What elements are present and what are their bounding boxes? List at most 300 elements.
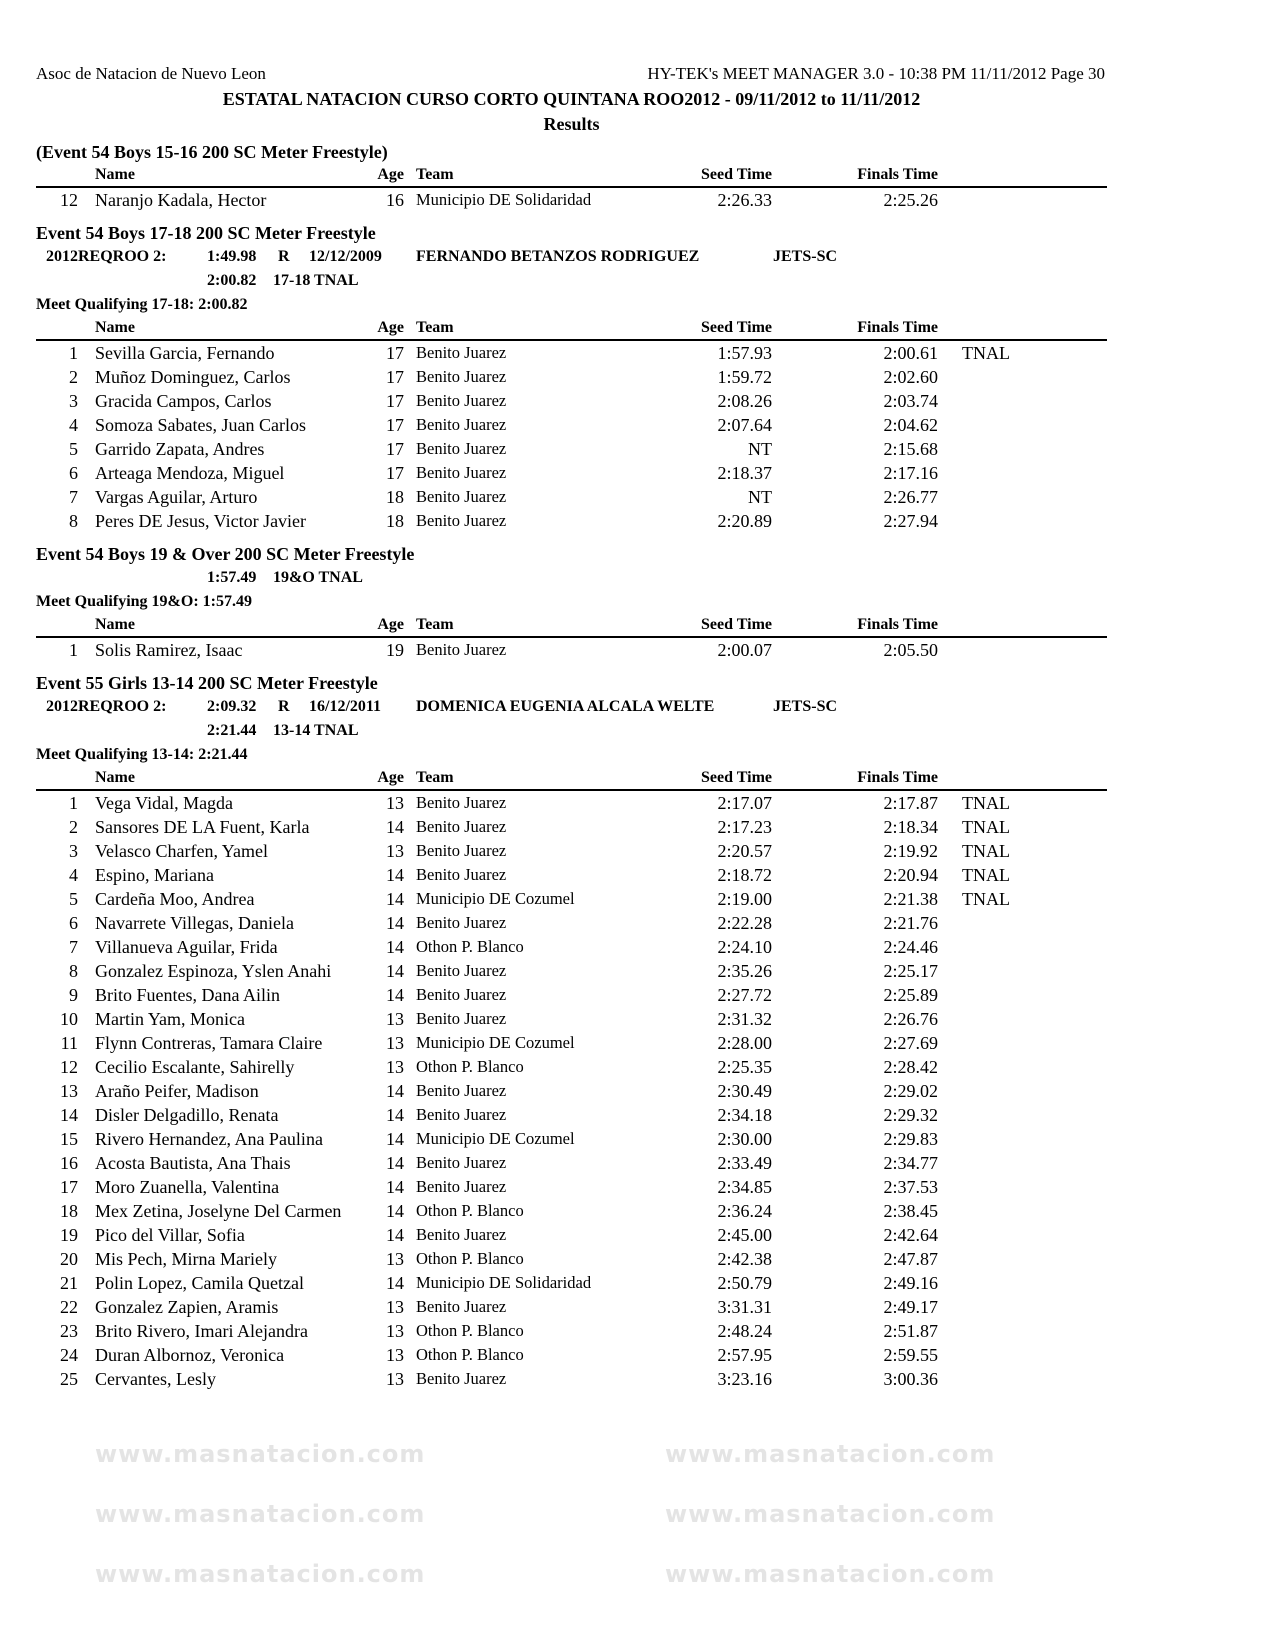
qualifying-standard: TNAL [962,889,1010,909]
team: Municipio DE Cozumel [416,1129,575,1148]
age: 13 [386,1033,404,1053]
seed-time: 2:24.10 [717,937,772,957]
team: Benito Juarez [416,913,507,932]
place: 1 [69,793,78,813]
seed-time: 2:07.64 [717,415,772,435]
event-section [36,671,1107,1391]
table-row [36,365,1107,389]
team: Benito Juarez [416,961,507,980]
table-row [36,791,1107,815]
table-row [36,1367,1107,1391]
place: 4 [69,865,78,885]
place: 5 [69,889,78,909]
meet-qualifying: Meet Qualifying 13-14: 2:21.44 [36,746,248,763]
finals-time: 2:21.76 [883,913,938,933]
record-date: 16/12/2011 [309,698,382,715]
column-header-finals: Finals Time [857,166,938,183]
seed-time: 1:57.93 [717,343,772,363]
column-header-age: Age [377,319,404,336]
table-row [36,1247,1107,1271]
table-row [36,485,1107,509]
seed-time: 2:17.23 [717,817,772,837]
column-headers [36,317,1107,341]
column-header-name: Name [95,616,135,633]
watermark: www.masnatacion.com [95,1440,426,1468]
place: 9 [69,985,78,1005]
finals-time: 2:00.61 [883,343,938,363]
swimmer-name: Moro Zuanella, Valentina [95,1177,280,1197]
seed-time: 1:59.72 [717,367,772,387]
team: Benito Juarez [416,1369,507,1388]
table-row [36,1103,1107,1127]
place: 8 [69,511,78,531]
place: 4 [69,415,78,435]
column-header-team: Team [416,769,454,786]
table-row [36,1007,1107,1031]
swimmer-name: Peres DE Jesus, Victor Javier [95,511,307,531]
place: 6 [69,463,78,483]
place: 12 [60,190,78,210]
finals-time: 2:29.83 [883,1129,938,1149]
swimmer-name: Araño Peifer, Madison [95,1081,259,1101]
column-header-seed: Seed Time [701,616,772,633]
swimmer-name: Gonzalez Zapien, Aramis [95,1297,279,1317]
table-row [36,815,1107,839]
team: Benito Juarez [416,439,507,458]
age: 16 [386,190,404,210]
team: Benito Juarez [416,1081,507,1100]
column-header-finals: Finals Time [857,616,938,633]
place: 7 [69,937,78,957]
seed-time: 2:57.95 [717,1345,772,1365]
qualifying-standard: TNAL [962,343,1010,363]
table-row [36,413,1107,437]
age: 13 [386,1009,404,1029]
column-headers [36,767,1107,791]
swimmer-name: Polin Lopez, Camila Quetzal [95,1273,304,1293]
finals-time: 3:00.36 [883,1369,938,1389]
swimmer-name: Mex Zetina, Joselyne Del Carmen [95,1201,342,1221]
swimmer-name: Gracida Campos, Carlos [95,391,272,411]
seed-time: 2:45.00 [717,1225,772,1245]
meet-title: ESTATAL NATACION CURSO CORTO QUINTANA ROO2012 - 09/11/2012 to 11/11/2012 [222,89,921,109]
seed-time: 2:30.00 [717,1129,772,1149]
place: 1 [69,640,78,660]
swimmer-name: Gonzalez Espinoza, Yslen Anahi [95,961,332,981]
swimmer-name: Flynn Contreras, Tamara Claire [95,1033,323,1053]
seed-time: 2:42.38 [717,1249,772,1269]
seed-time: 2:18.37 [717,463,772,483]
column-header-seed: Seed Time [701,769,772,786]
team: Othon P. Blanco [416,1057,524,1076]
swimmer-name: Duran Albornoz, Veronica [95,1345,285,1365]
team: Benito Juarez [416,511,507,530]
seed-time: 2:08.26 [717,391,772,411]
swimmer-name: Espino, Mariana [95,865,214,885]
qualifying-standard: TNAL [962,865,1010,885]
qualifying-standard: TNAL [962,817,1010,837]
place: 7 [69,487,78,507]
event-title: (Event 54 Boys 15-16 200 SC Meter Freestyle) [36,142,388,162]
watermark: www.masnatacion.com [665,1500,996,1528]
table-row [36,509,1107,533]
team: Benito Juarez [416,865,507,884]
seed-time: 2:36.24 [717,1201,772,1221]
swimmer-name: Navarrete Villegas, Daniela [95,913,294,933]
finals-time: 2:15.68 [883,439,938,459]
team: Othon P. Blanco [416,1249,524,1268]
record-flag: R [278,248,290,265]
team: Benito Juarez [416,1105,507,1124]
record-line [36,695,1107,719]
seed-time: 2:50.79 [717,1273,772,1293]
seed-time: 2:30.49 [717,1081,772,1101]
swimmer-name: Cecilio Escalante, Sahirelly [95,1057,295,1077]
record-label: 2012REQROO 2: [46,248,167,265]
age: 13 [386,1369,404,1389]
record-holder: DOMENICA EUGENIA ALCALA WELTE [416,698,715,715]
seed-time: NT [748,487,772,507]
swimmer-name: Rivero Hernandez, Ana Paulina [95,1129,323,1149]
swimmer-name: Naranjo Kadala, Hector [95,190,267,210]
seed-time: 2:00.07 [717,640,772,660]
software-info: HY-TEK's MEET MANAGER 3.0 - 10:38 PM 11/11/2012 Page 30 [647,64,1105,83]
event-title: Event 55 Girls 13-14 200 SC Meter Freestyle [36,673,378,693]
organization-name: Asoc de Natacion de Nuevo Leon [36,64,266,83]
event-title: Event 54 Boys 19 & Over 200 SC Meter Freestyle [36,544,415,564]
watermark: www.masnatacion.com [95,1560,426,1588]
age: 14 [386,817,404,837]
record-line [36,719,1107,743]
team: Benito Juarez [416,463,507,482]
age: 14 [386,889,404,909]
age: 17 [386,415,404,435]
finals-time: 2:26.76 [883,1009,938,1029]
table-row [36,863,1107,887]
record-time: 2:09.32 [207,698,257,715]
seed-time: 2:31.32 [717,1009,772,1029]
table-row [36,1127,1107,1151]
team: Benito Juarez [416,793,507,812]
finals-time: 2:05.50 [883,640,938,660]
place: 10 [60,1009,78,1029]
column-header-age: Age [377,616,404,633]
team: Benito Juarez [416,1177,507,1196]
finals-time: 2:47.87 [883,1249,938,1269]
seed-time: 2:26.33 [717,190,772,210]
age: 13 [386,793,404,813]
seed-time: NT [748,439,772,459]
finals-time: 2:04.62 [883,415,938,435]
finals-time: 2:20.94 [883,865,938,885]
age: 18 [386,487,404,507]
age: 14 [386,1105,404,1125]
event-section [36,221,1107,533]
finals-time: 2:34.77 [883,1153,938,1173]
table-row [36,887,1107,911]
place: 21 [60,1273,78,1293]
table-row [36,911,1107,935]
place: 24 [60,1345,78,1365]
age: 19 [386,640,404,660]
age: 17 [386,439,404,459]
finals-time: 2:27.94 [883,511,938,531]
table-row [36,1223,1107,1247]
seed-time: 3:23.16 [717,1369,772,1389]
table-row [36,935,1107,959]
table-row [36,1175,1107,1199]
seed-time: 2:28.00 [717,1033,772,1053]
swimmer-name: Muñoz Dominguez, Carlos [95,367,291,387]
place: 22 [60,1297,78,1317]
age: 14 [386,1177,404,1197]
team: Othon P. Blanco [416,1201,524,1220]
seed-time: 2:27.72 [717,985,772,1005]
age: 13 [386,1297,404,1317]
swimmer-name: Vargas Aguilar, Arturo [95,487,258,507]
place: 11 [60,1033,78,1053]
swimmer-name: Sansores DE LA Fuent, Karla [95,817,310,837]
team: Benito Juarez [416,391,507,410]
team: Benito Juarez [416,1009,507,1028]
place: 14 [60,1105,78,1125]
finals-time: 2:38.45 [883,1201,938,1221]
place: 2 [69,817,78,837]
column-header-age: Age [377,769,404,786]
column-header-name: Name [95,319,135,336]
place: 3 [69,391,78,411]
finals-time: 2:19.92 [883,841,938,861]
swimmer-name: Acosta Bautista, Ana Thais [95,1153,291,1173]
qualifying-standard: TNAL [962,841,1010,861]
team: Benito Juarez [416,1297,507,1316]
team: Benito Juarez [416,640,507,659]
event-section [36,542,1107,662]
record-flag: 17-18 TNAL [273,272,359,289]
swimmer-name: Brito Rivero, Imari Alejandra [95,1321,308,1341]
table-row [36,461,1107,485]
finals-time: 2:49.16 [883,1273,938,1293]
swimmer-name: Garrido Zapata, Andres [95,439,265,459]
age: 14 [386,865,404,885]
finals-time: 2:02.60 [883,367,938,387]
age: 14 [386,937,404,957]
record-time: 2:21.44 [207,722,257,739]
column-headers [36,164,1107,188]
seed-time: 2:34.85 [717,1177,772,1197]
table-row [36,1031,1107,1055]
seed-time: 3:31.31 [717,1297,772,1317]
age: 18 [386,511,404,531]
qualifying-standard: TNAL [962,793,1010,813]
watermark: www.masnatacion.com [95,1500,426,1528]
place: 15 [60,1129,78,1149]
record-line [36,269,1107,293]
seed-time: 2:48.24 [717,1321,772,1341]
finals-time: 2:24.46 [883,937,938,957]
finals-time: 2:26.77 [883,487,938,507]
record-team: JETS-SC [773,698,838,715]
place: 18 [60,1201,78,1221]
team: Othon P. Blanco [416,937,524,956]
team: Othon P. Blanco [416,1345,524,1364]
swimmer-name: Disler Delgadillo, Renata [95,1105,279,1125]
age: 14 [386,1273,404,1293]
watermark: www.masnatacion.com [665,1440,996,1468]
swimmer-name: Arteaga Mendoza, Miguel [95,463,285,483]
place: 13 [60,1081,78,1101]
finals-time: 2:25.89 [883,985,938,1005]
place: 2 [69,367,78,387]
team: Benito Juarez [416,985,507,1004]
record-flag: 13-14 TNAL [273,722,359,739]
column-header-team: Team [416,166,454,183]
finals-time: 2:37.53 [883,1177,938,1197]
table-row [36,1319,1107,1343]
swimmer-name: Mis Pech, Mirna Mariely [95,1249,277,1269]
team: Municipio DE Solidaridad [416,190,592,209]
finals-time: 2:25.17 [883,961,938,981]
table-row [36,389,1107,413]
age: 13 [386,1321,404,1341]
column-header-team: Team [416,319,454,336]
swimmer-name: Martin Yam, Monica [95,1009,245,1029]
place: 23 [60,1321,78,1341]
column-header-team: Team [416,616,454,633]
place: 8 [69,961,78,981]
table-row [36,1343,1107,1367]
swimmer-name: Velasco Charfen, Yamel [95,841,268,861]
place: 25 [60,1369,78,1389]
place: 12 [60,1057,78,1077]
seed-time: 2:20.57 [717,841,772,861]
swimmer-name: Vega Vidal, Magda [95,793,234,813]
table-row [36,638,1107,662]
team: Benito Juarez [416,343,507,362]
record-line [36,566,1107,590]
finals-time: 2:59.55 [883,1345,938,1365]
finals-time: 2:29.02 [883,1081,938,1101]
swimmer-name: Somoza Sabates, Juan Carlos [95,415,306,435]
seed-time: 2:25.35 [717,1057,772,1077]
table-row [36,839,1107,863]
place: 5 [69,439,78,459]
finals-time: 2:17.87 [883,793,938,813]
age: 14 [386,1201,404,1221]
seed-time: 2:19.00 [717,889,772,909]
finals-time: 2:03.74 [883,391,938,411]
table-row [36,341,1107,365]
meet-qualifying: Meet Qualifying 19&O: 1:57.49 [36,593,252,610]
age: 13 [386,1249,404,1269]
event-title: Event 54 Boys 17-18 200 SC Meter Freestyle [36,223,376,243]
finals-time: 2:17.16 [883,463,938,483]
record-label: 2012REQROO 2: [46,698,167,715]
finals-time: 2:18.34 [883,817,938,837]
age: 14 [386,985,404,1005]
age: 17 [386,367,404,387]
record-flag: 19&O TNAL [273,569,363,586]
place: 1 [69,343,78,363]
age: 14 [386,1129,404,1149]
column-header-finals: Finals Time [857,319,938,336]
swimmer-name: Cardeña Moo, Andrea [95,889,255,909]
finals-time: 2:49.17 [883,1297,938,1317]
age: 14 [386,1153,404,1173]
team: Municipio DE Solidaridad [416,1273,592,1292]
table-row [36,1151,1107,1175]
team: Benito Juarez [416,841,507,860]
record-time: 1:49.98 [207,248,257,265]
seed-time: 2:35.26 [717,961,772,981]
place: 16 [60,1153,78,1173]
age: 14 [386,1081,404,1101]
table-row [36,1199,1107,1223]
place: 3 [69,841,78,861]
table-row [36,959,1107,983]
place: 19 [60,1225,78,1245]
table-row [36,1079,1107,1103]
events-list [36,140,1107,1391]
age: 17 [386,463,404,483]
team: Benito Juarez [416,487,507,506]
column-header-name: Name [95,166,135,183]
team: Benito Juarez [416,1153,507,1172]
team: Municipio DE Cozumel [416,889,575,908]
record-time: 1:57.49 [207,569,257,586]
record-flag: R [278,698,290,715]
results-heading: Results [543,114,600,134]
team: Benito Juarez [416,367,507,386]
record-team: JETS-SC [773,248,838,265]
table-row [36,983,1107,1007]
column-header-age: Age [377,166,404,183]
seed-time: 2:33.49 [717,1153,772,1173]
finals-time: 2:25.26 [883,190,938,210]
seed-time: 2:18.72 [717,865,772,885]
team: Municipio DE Cozumel [416,1033,575,1052]
swimmer-name: Brito Fuentes, Dana Ailin [95,985,280,1005]
event-section [36,140,1107,212]
record-time: 2:00.82 [207,272,257,289]
place: 20 [60,1249,78,1269]
table-row [36,1271,1107,1295]
column-header-seed: Seed Time [701,166,772,183]
table-row [36,188,1107,212]
swimmer-name: Pico del Villar, Sofia [95,1225,245,1245]
column-header-seed: Seed Time [701,319,772,336]
record-line [36,245,1107,269]
seed-time: 2:34.18 [717,1105,772,1125]
seed-time: 2:22.28 [717,913,772,933]
swimmer-name: Solis Ramirez, Isaac [95,640,243,660]
table-row [36,1295,1107,1319]
team: Othon P. Blanco [416,1321,524,1340]
meet-qualifying: Meet Qualifying 17-18: 2:00.82 [36,296,248,313]
finals-time: 2:21.38 [883,889,938,909]
table-row [36,437,1107,461]
seed-time: 2:20.89 [717,511,772,531]
watermark: www.masnatacion.com [665,1560,996,1588]
age: 14 [386,961,404,981]
record-date: 12/12/2009 [309,248,382,265]
finals-time: 2:27.69 [883,1033,938,1053]
finals-time: 2:29.32 [883,1105,938,1125]
finals-time: 2:51.87 [883,1321,938,1341]
team: Benito Juarez [416,1225,507,1244]
place: 17 [60,1177,78,1197]
age: 13 [386,1345,404,1365]
